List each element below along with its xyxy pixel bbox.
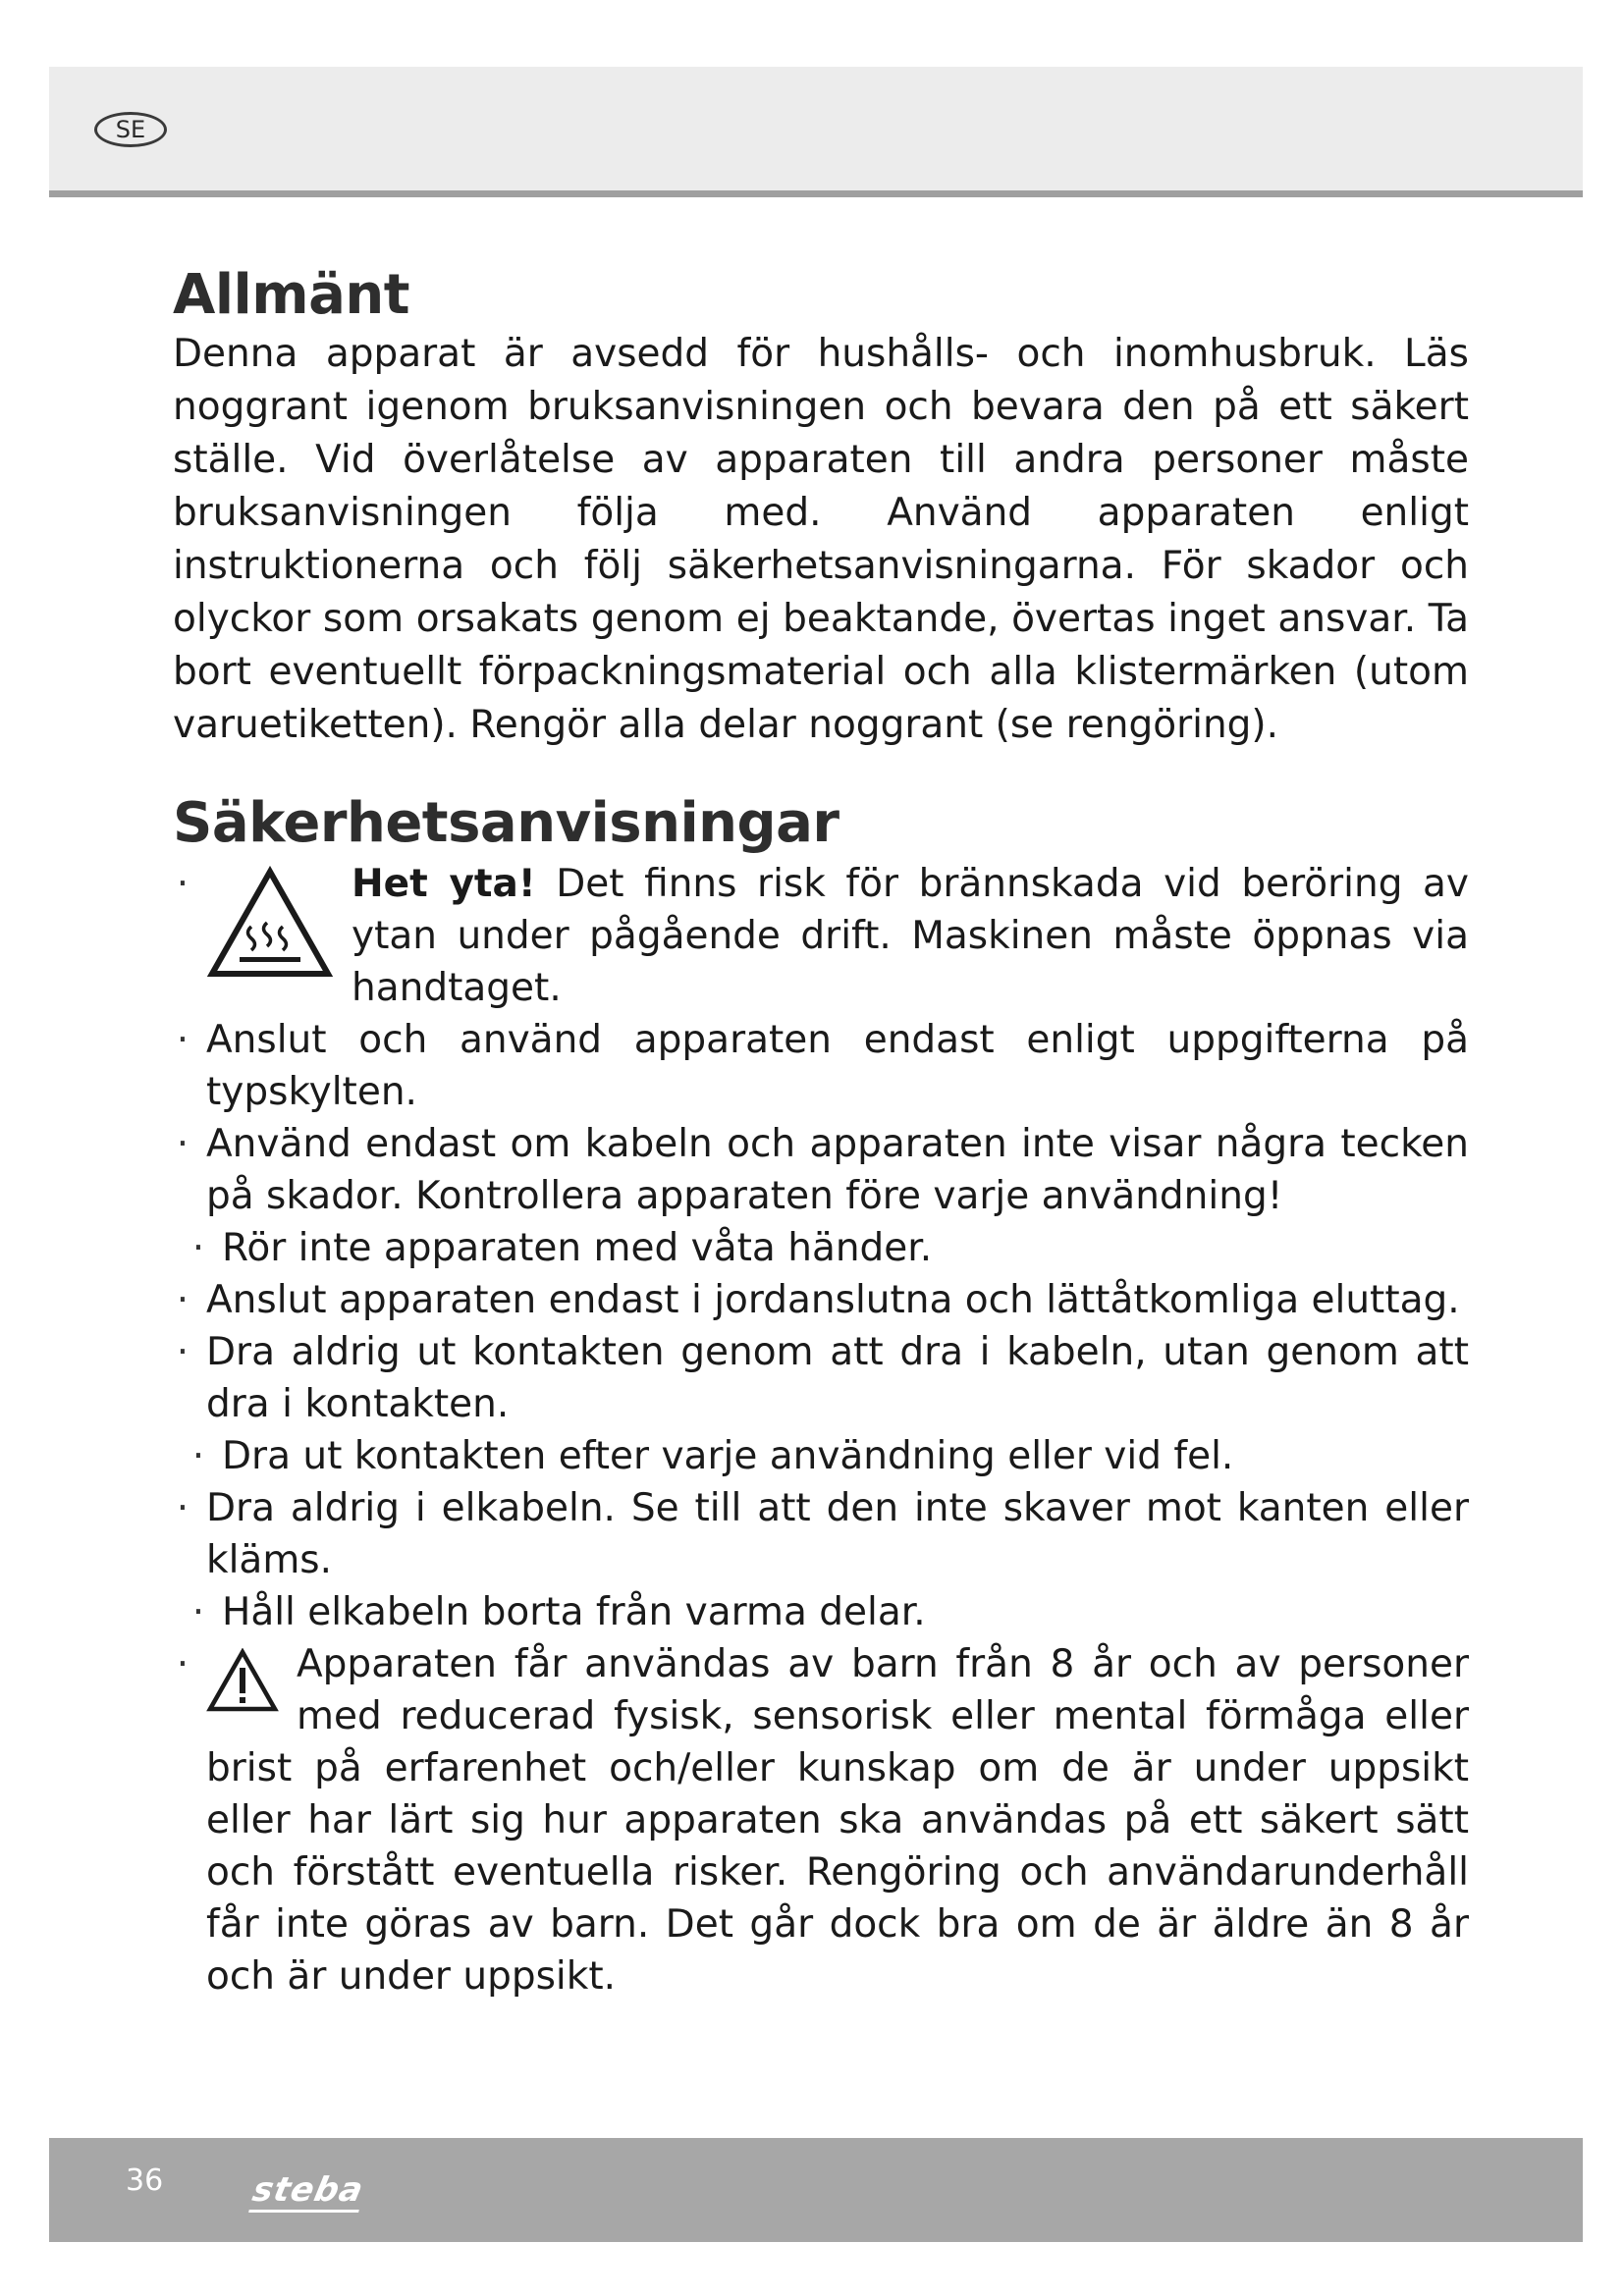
general-paragraph: Denna apparat är avsedd för hushålls- och inomhusbruk. Läs noggrant igenom bruksanvisningen och bevara den på ett säkert ställe. Vid överlåtelse av apparaten till andra personer måste bruksanvisningen följa med. Använd apparaten enligt instruktionerna och följ säkerhetsanvisningarna. För skador och olyckor som orsakats genom ej beaktande, övertas inget ansvar. Ta bort eventuellt förpackningsmaterial och alla klistermärken (utom varuetiketten). Rengör alla delar noggrant (se rengöring).	[173, 332, 1469, 747]
bullet-marker: ·	[176, 1642, 189, 1686]
list-item-text: Dra aldrig ut kontakten genom att dra i kabeln, utan genom att dra i kontakten.	[206, 1330, 1469, 1426]
list-item-text: Anslut apparaten endast i jordanslutna och lättåtkomliga eluttag.	[206, 1278, 1460, 1322]
hot-surface-description: Det finns risk för brännskada vid beröring av ytan under pågående drift. Maskinen måste öppnas via handtaget.	[352, 862, 1470, 1010]
list-item	[173, 1586, 1469, 1638]
bullet-marker: ·	[176, 1330, 189, 1374]
bullet-marker: ·	[191, 1590, 205, 1634]
bullet-marker: ·	[176, 1122, 189, 1166]
brand-logo	[248, 2170, 368, 2210]
list-item	[173, 1118, 1469, 1222]
list-item-text: Dra ut kontakten efter varje användning eller vid fel.	[222, 1434, 1234, 1478]
bullet-marker: ·	[191, 1434, 205, 1478]
bullet-marker: ·	[176, 1278, 189, 1322]
bullet-marker: ·	[176, 1486, 189, 1530]
list-item	[173, 1274, 1469, 1326]
safety-heading: Säkerhetsanvisningar	[173, 791, 839, 855]
language-badge: SE	[94, 112, 167, 147]
bullet-marker: ·	[191, 1226, 205, 1270]
general-heading: Allmänt	[173, 263, 410, 327]
brand-logo-text: steba	[248, 2170, 368, 2210]
hot-surface-text	[352, 858, 1469, 1014]
safety-list	[173, 858, 1469, 2002]
list-item-text: Rör inte apparaten med våta händer.	[222, 1226, 933, 1270]
page-header	[49, 67, 1583, 197]
brand-logo-underline	[248, 2210, 358, 2213]
hot-surface-warning-icon	[206, 866, 334, 995]
exclamation-warning-icon	[206, 1648, 279, 1727]
list-item-hot-surface	[173, 858, 1469, 1014]
list-item-text: Håll elkabeln borta från varma delar.	[222, 1590, 926, 1634]
list-item	[173, 1326, 1469, 1430]
page-number: 36	[126, 2163, 164, 2198]
hot-surface-label: Het yta!	[352, 862, 536, 906]
page-content	[173, 263, 1469, 2002]
list-item-text: Dra aldrig i elkabeln. Se till att den inte skaver mot kanten eller kläms.	[206, 1486, 1469, 1582]
list-item	[173, 1430, 1469, 1482]
list-item	[173, 1222, 1469, 1274]
safety-section	[173, 791, 1469, 2002]
list-item	[173, 1482, 1469, 1586]
bullet-marker: ·	[176, 1018, 189, 1062]
list-item-children-warning	[173, 1638, 1469, 2002]
children-warning-text: Apparaten får användas av barn från 8 år och av personer med reducerad fysisk, sensorisk eller mental förmåga eller brist på erfarenhet och/eller kunskap om de är under uppsikt eller har lärt sig hur apparaten ska användas på ett säkert sätt och förstått eventuella risker. Rengöring och användarunderhåll får inte göras av barn. Det går dock bra om de är äldre än 8 år och är under uppsikt.	[206, 1642, 1469, 1999]
list-item-text: Använd endast om kabeln och apparaten inte visar några tecken på skador. Kontrollera apparaten före varje användning!	[206, 1122, 1469, 1218]
list-item	[173, 1014, 1469, 1118]
bullet-marker: ·	[176, 862, 189, 906]
list-item-text: Anslut och använd apparaten endast enligt uppgifterna på typskylten.	[206, 1018, 1469, 1114]
